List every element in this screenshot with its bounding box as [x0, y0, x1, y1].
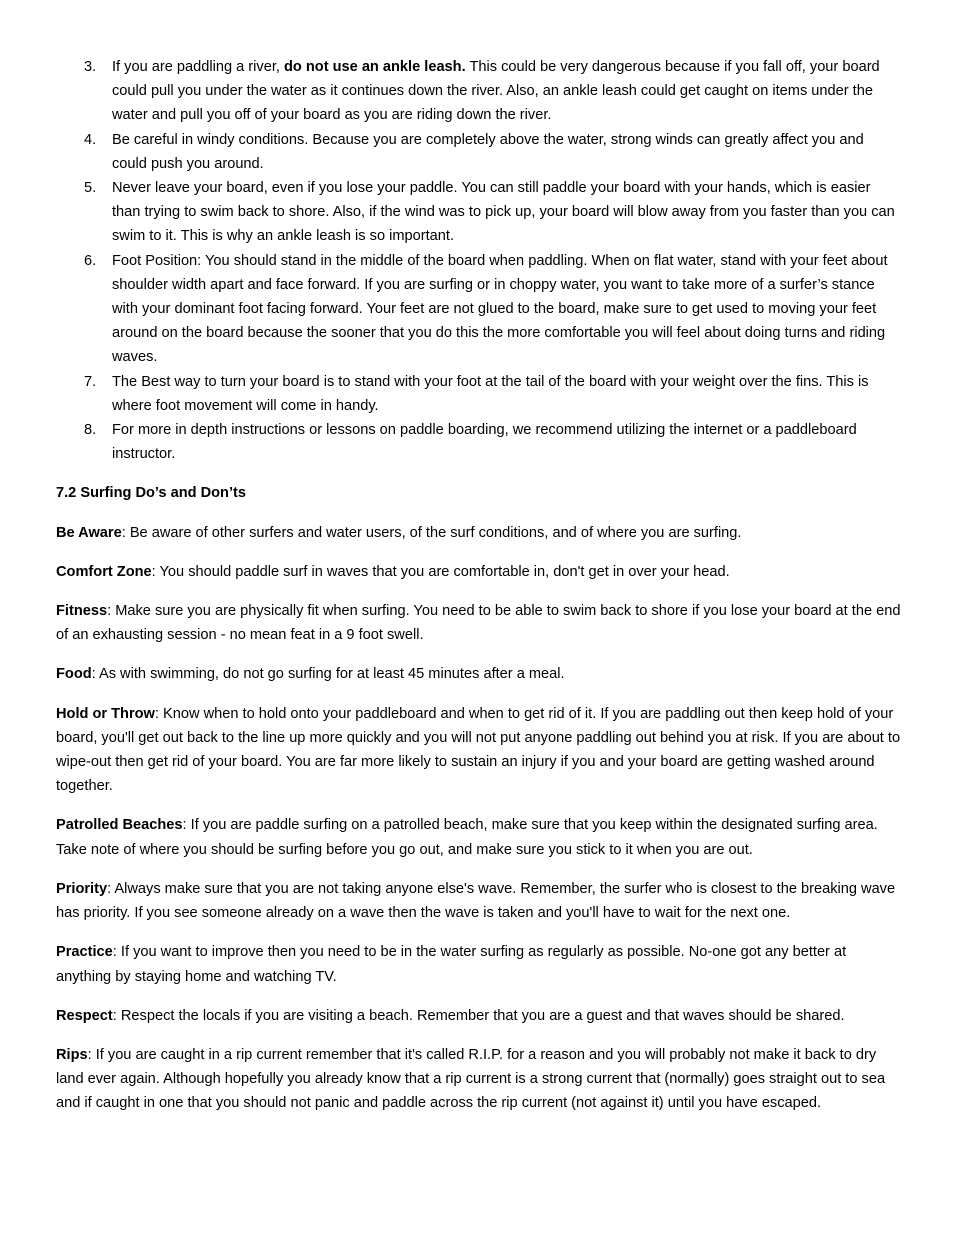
tip-text: : If you want to improve then you need to be in the water surfing as regularly as possible. No-one got any better at anything by staying home and watching TV. [56, 944, 847, 985]
tip-paragraph [56, 702, 902, 799]
list-number: 3. [84, 59, 97, 75]
tip-term: Fitness [56, 603, 108, 620]
tip-term: Food [56, 666, 92, 683]
list-item [56, 249, 902, 370]
list-item [56, 418, 902, 466]
tip-term: Priority [56, 880, 108, 897]
tip-text: : Make sure you are physically fit when surfing. You need to be able to swim back to shore if you lose your board at the end of an exhausting session - no mean feat in a 9 foot swell. [56, 603, 901, 644]
tip-term: Be Aware [56, 524, 122, 541]
list-number: 5. [84, 180, 97, 197]
tip-text: : You should paddle surf in waves that you are comfortable in, don't get in over your head. [151, 563, 730, 580]
tip-text: : As with swimming, do not go surfing for at least 45 minutes after a meal. [91, 666, 565, 683]
tip-paragraph [56, 560, 902, 584]
tip-term: Practice [56, 944, 113, 961]
tip-term: Hold or Throw [56, 705, 155, 722]
list-number: 7. [84, 373, 97, 390]
tip-term: Respect [56, 1007, 113, 1024]
list-item [56, 55, 902, 128]
list-number: 4. [84, 131, 97, 148]
tip-paragraph [56, 813, 902, 861]
list-emphasis: do not use an ankle leash. [283, 59, 466, 75]
tip-paragraph [56, 599, 902, 647]
tip-text: : Know when to hold onto your paddleboard and when to get rid of it. If you are paddling out then keep hold of your board, you'll get out back to the line up more quickly and you will not put anyone paddling out behind you at risk. If you are about to wipe-out then get rid of your board. You are far more likely to sustain an injury if you and your board are getting washed around together. [56, 705, 901, 795]
tip-text: : If you are caught in a rip current remember that it's called R.I.P. for a reason and you will probably not make it back to dry land ever again. Although hopefully you already know that a rip current is a strong current that (normally) goes straight out to sea and if caught in one that you should not panic and paddle across the rip current (not against it) until you have escaped. [56, 1046, 886, 1112]
tip-term: Patrolled Beaches [56, 817, 183, 834]
list-text: Be careful in windy conditions. Because you are completely above the water, strong winds can greatly affect you and could push you around. [112, 131, 864, 172]
list-item [56, 128, 902, 176]
numbered-instructions-list [56, 55, 902, 466]
tip-paragraph [56, 521, 902, 545]
document-page [56, 55, 902, 1116]
list-item [56, 370, 902, 418]
list-text: For more in depth instructions or lessons on paddle boarding, we recommend utilizing the internet or a paddleboard instructor. [112, 422, 857, 463]
list-text: If you are paddling a river, [112, 59, 284, 75]
list-text: Never leave your board, even if you lose your paddle. You can still paddle your board with your hands, which is easier than trying to swim back to shore. Also, if the wind was to pick up, your board will blow away from you faster than you can swim to it. This is why an ankle leash is so important. [112, 180, 895, 245]
list-number: 8. [84, 422, 97, 439]
list-text: This could be very dangerous because if you fall off, your board could pull you under the water as it continues down the river. Also, an ankle leash could get caught on items under the water and pull you off of your board as you are riding down the river. [112, 59, 880, 124]
tip-text: : Respect the locals if you are visiting a beach. Remember that you are a guest and that waves should be shared. [112, 1007, 845, 1024]
tip-paragraph [56, 662, 902, 686]
tip-text: : Be aware of other surfers and water users, of the surf conditions, and of where you are surfing. [121, 524, 742, 541]
tip-term: Comfort Zone [56, 563, 152, 580]
tip-text: : Always make sure that you are not taking anyone else's wave. Remember, the surfer who is closest to the breaking wave has priority. If you see someone already on a wave then the wave is taken and you'll have to wait for the next one. [56, 880, 896, 922]
tip-paragraph [56, 877, 902, 925]
tip-paragraph [56, 940, 902, 988]
section-heading: 7.2 Surfing Do’s and Don’ts [56, 485, 247, 502]
list-item [56, 176, 902, 249]
tip-text: : If you are paddle surfing on a patrolled beach, make sure that you keep within the designated surfing area. Take note of where you should be surfing before you go out, and make sure you stick to it when you are out. [56, 817, 878, 858]
list-text: The Best way to turn your board is to stand with your foot at the tail of the board with your weight over the fins. This is where foot movement will come in handy. [112, 373, 869, 414]
list-text: Foot Position: You should stand in the middle of the board when paddling. When on flat water, stand with your feet about shoulder width apart and face forward. If you are surfing or in choppy water, you want to take more of a surfer’s stance with your dominant foot facing forward. Your feet are not glued to the board, make sure to get used to moving your feet around on the board because the sooner that you do this the more comfortable you will feel about doing turns and riding waves. [112, 252, 888, 366]
tip-term: Rips [56, 1046, 88, 1063]
tip-paragraph [56, 1043, 902, 1116]
tip-paragraph [56, 1004, 902, 1028]
list-number: 6. [84, 252, 97, 269]
